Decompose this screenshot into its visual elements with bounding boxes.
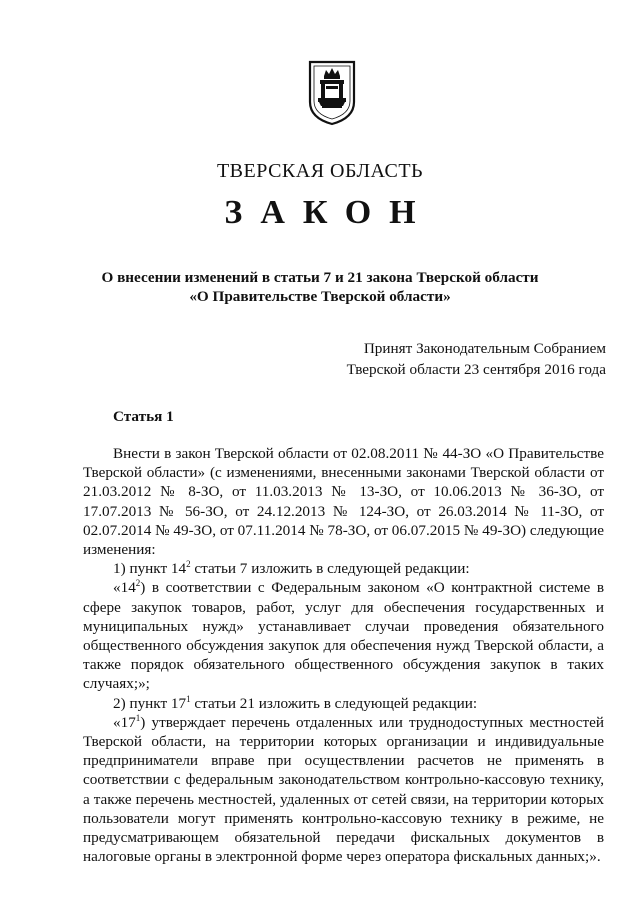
item-2-text-start: 2) пункт 17 [113, 694, 187, 712]
law-title-line-2: «О Правительстве Тверской области» [189, 288, 451, 305]
law-title [0, 268, 640, 306]
law-title-line-1: О внесении изменений в статьи 7 и 21 закона Тверской области [101, 269, 539, 286]
document-type-heading: ЗАКОН [224, 194, 434, 231]
quote-2-text-start: «17 [113, 713, 136, 731]
item-1-superscript: 2 [186, 559, 191, 570]
quote-2-superscript: 1 [135, 712, 141, 723]
article-heading: Статья 1 [113, 408, 174, 425]
quote-1-superscript: 2 [135, 578, 141, 589]
quote-1-text-start: «14 [113, 579, 136, 597]
item-2-paragraph [83, 694, 604, 713]
adoption-line-2: Тверской области 23 сентября 2016 года [346, 361, 606, 378]
article-intro-paragraph: Внести в закон Тверской области от 02.08.2011 № 44-ЗО «О Правительстве Тверской области» (с изменениями, внесенными законами Тверской области от 21.03.2012 № 8-ЗО, от 11.03.2013 № 13-ЗО, от 10.06.2013 № 36-ЗО, от 17.07.2013 № 56-ЗО, от 24.12.2013 № 124-ЗО, от 26.03.2014 № 11-ЗО, от 02.07.2014 № 49-ЗО, от 07.11.2014 № 78-ЗО, от 06.07.2015 № 49-ЗО) следующие изменения: [83, 445, 604, 559]
quote-2-paragraph [83, 713, 604, 867]
quote-1-paragraph [83, 578, 604, 693]
item-2-superscript: 1 [186, 693, 191, 704]
adoption-note [306, 338, 606, 380]
item-1-text-start: 1) пункт 14 [113, 560, 187, 578]
item-1-text-end: статьи 7 изложить в следующей редакции: [190, 560, 470, 578]
quote-1-text-end: ) в соответствии с Федеральным законом «О контрактной системе в сфере закупок товаров, работ, услуг для обеспечения государственных и муниципальных нужд» устанавливает случаи проведения обязательного общественного обсуждения закупок для обеспечения нужд Тверской области, а также порядок обязательного общественного обсуждения закупок в таких случаях;»; [83, 579, 604, 693]
article-body [83, 444, 604, 866]
region-name: ТВЕРСКАЯ ОБЛАСТЬ [216, 160, 424, 182]
item-1-paragraph [83, 559, 604, 578]
coat-of-arms-icon [306, 58, 358, 126]
quote-2-text-end: ) утверждает перечень отдаленных или труднодоступных местностей Тверской области, на территории которых организации и индивидуальные предприниматели вправе при осуществлении расчетов не применять в соответствии с федеральным законодательством контрольно-кассовую технику, а также перечень местностей, удаленных от сетей связи, на территории которых пользователи могут применять контрольно-кассовую технику в режиме, не предусматривающем обязательной передачи фискальных документов в налоговые органы в электронной форме через оператора фискальных данных;». [83, 713, 604, 866]
adoption-line-1: Принят Законодательным Собранием [363, 340, 606, 357]
item-2-text-end: статьи 21 изложить в следующей редакции: [190, 694, 478, 712]
